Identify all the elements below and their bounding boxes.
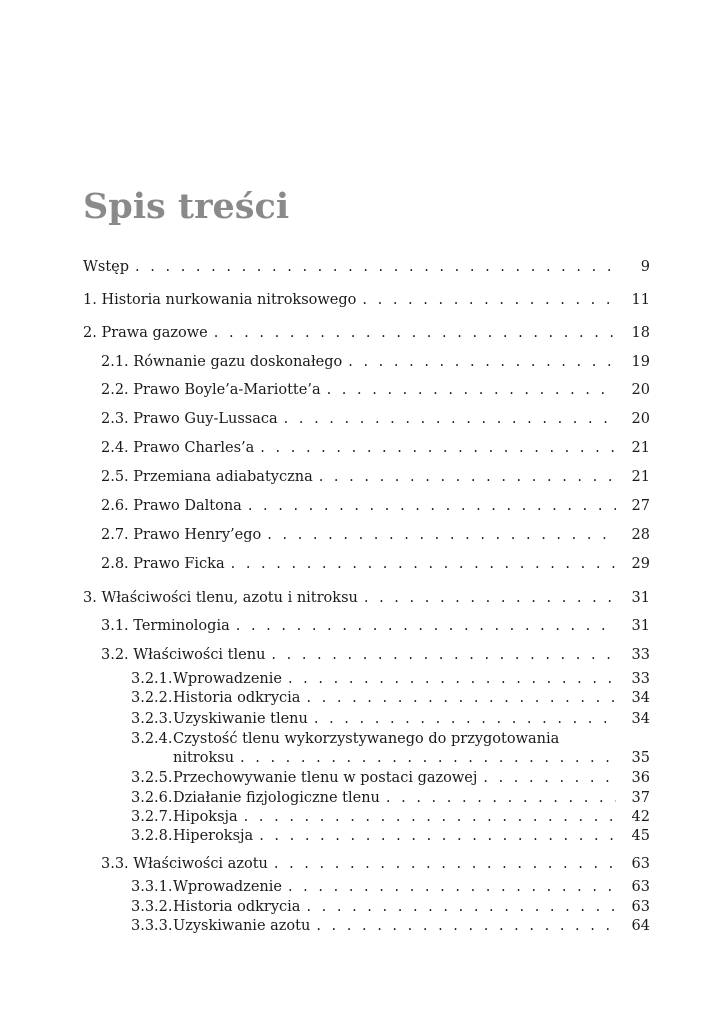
toc-entry-label: Równanie gazu doskonałego (133, 354, 343, 370)
toc-entry-label: Historia nurkowania nitroksowego (101, 292, 357, 308)
toc-entry[interactable] (101, 646, 650, 664)
toc-entry-number: 3.2.8. (131, 828, 173, 844)
toc-entry-label: Przechowywanie tlenu w postaci gazowej (173, 770, 478, 786)
toc-entry-page: 18 (631, 325, 650, 341)
toc-entry-page: 63 (631, 879, 650, 895)
toc-entry-page: 34 (631, 690, 650, 706)
toc-entry-label: Przemiana adiabatyczna (133, 469, 313, 485)
toc-entry-number: 2.5. (101, 469, 129, 485)
toc-entry-label: Właściwości tlenu (133, 647, 266, 663)
leader-dots (236, 617, 616, 635)
toc-entry[interactable] (83, 589, 650, 607)
toc-entry-number: 3.2.2. (131, 690, 173, 706)
toc-entry-number: 1. (83, 292, 97, 308)
leader-dots (288, 878, 616, 896)
toc-entry-label: Prawo Charles’a (133, 440, 255, 456)
toc-entry-label: Czystość tlenu wykorzystywanego do przygotowania (173, 731, 560, 747)
toc-entry-number: 3.1. (101, 618, 129, 634)
toc-entry-page: 20 (631, 382, 650, 398)
toc-entry-page: 45 (631, 828, 650, 844)
toc-entry-label: Prawo Boyle’a-Mariotte’a (133, 382, 321, 398)
leader-dots (214, 324, 616, 342)
toc-entry-number: 2.2. (101, 382, 129, 398)
toc-entry[interactable] (131, 730, 650, 748)
toc-entry[interactable] (131, 789, 650, 807)
toc-entry-number: 3.3.2. (131, 899, 173, 915)
toc-entry-label: Prawo Daltona (133, 498, 242, 514)
toc-entry[interactable] (131, 769, 650, 787)
toc-entry-number: 3. (83, 590, 97, 606)
toc-entry-label: Właściwości azotu (133, 856, 268, 872)
toc-entry-number: 3.3. (101, 856, 129, 872)
toc-entry[interactable] (131, 808, 650, 826)
toc-entry-label: Hiperoksja (173, 828, 254, 844)
toc-entry-number: 2.1. (101, 354, 129, 370)
toc-entry-page: 64 (631, 918, 650, 934)
leader-dots (327, 381, 616, 399)
toc-entry-page: 21 (631, 440, 650, 456)
toc-entry-number: 3.2.5. (131, 770, 173, 786)
toc-entry-number: 2.6. (101, 498, 129, 514)
toc-entry-page: 34 (631, 711, 650, 727)
toc-entry-number: 3.3.3. (131, 918, 173, 934)
toc-entry[interactable] (131, 710, 650, 728)
toc-entry-page: 20 (631, 411, 650, 427)
toc-entry-page: 33 (631, 671, 650, 687)
toc-entry-number: 3.2.4. (131, 731, 173, 747)
toc-entry[interactable] (101, 555, 650, 573)
toc-entry-page: 63 (631, 899, 650, 915)
toc-entry-page: 9 (640, 259, 650, 275)
leader-dots (314, 710, 616, 728)
toc-entry[interactable] (83, 291, 650, 309)
toc-entry-label: Uzyskiwanie azotu (173, 918, 311, 934)
toc-entry-label: Wprowadzenie (173, 671, 282, 687)
toc-entry-number: 2.3. (101, 411, 129, 427)
leader-dots (267, 526, 616, 544)
toc-entry[interactable] (131, 878, 650, 896)
toc-entry-page: 31 (631, 590, 650, 606)
toc-entry-page: 19 (631, 354, 650, 370)
toc-entry-label: Prawa gazowe (101, 325, 208, 341)
leader-dots (244, 808, 616, 826)
toc-entry[interactable] (131, 917, 650, 935)
toc-entry-label: Historia odkrycia (173, 899, 301, 915)
toc-entry[interactable] (101, 855, 650, 873)
toc-entry-number: 3.2.6. (131, 790, 173, 806)
leader-dots (348, 353, 616, 371)
page-title: Spis treści (83, 186, 290, 227)
toc-entry-page: 35 (631, 750, 650, 766)
toc-entry[interactable] (131, 670, 650, 688)
toc-entry-continuation[interactable] (173, 749, 650, 767)
toc-entry[interactable] (101, 526, 650, 544)
toc-entry[interactable] (101, 497, 650, 515)
toc-entry-label: Właściwości tlenu, azotu i nitroksu (101, 590, 358, 606)
toc-entry[interactable] (101, 468, 650, 486)
toc-entry-page: 33 (631, 647, 650, 663)
toc-entry-page: 11 (631, 292, 650, 308)
toc-entry-page: 21 (631, 469, 650, 485)
leader-dots (274, 855, 616, 873)
toc-entry[interactable] (131, 689, 650, 707)
leader-dots (362, 291, 616, 309)
toc-entry-label: Hipoksja (173, 809, 238, 825)
leader-dots (306, 898, 616, 916)
toc-entry-number: 2.7. (101, 527, 129, 543)
leader-dots (260, 439, 616, 457)
toc-entry-label: Prawo Guy-Lussaca (133, 411, 278, 427)
toc-entry-number: 2.4. (101, 440, 129, 456)
toc-entry-page: 31 (631, 618, 650, 634)
leader-dots (316, 917, 616, 935)
leader-dots (483, 769, 616, 787)
leader-dots (240, 749, 616, 767)
toc-entry-label: Wstęp (83, 259, 130, 275)
toc-entry-page: 28 (631, 527, 650, 543)
toc-entry-label: Historia odkrycia (173, 690, 301, 706)
leader-dots (271, 646, 616, 664)
toc-entry-page: 27 (631, 498, 650, 514)
toc-entry-number: 3.2.3. (131, 711, 173, 727)
toc-entry-label: Prawo Ficka (133, 556, 225, 572)
toc-entry-number: 2.8. (101, 556, 129, 572)
leader-dots (364, 589, 616, 607)
toc-entry[interactable] (101, 353, 650, 371)
leader-dots (284, 410, 616, 428)
toc-entry[interactable] (131, 827, 650, 845)
toc-entry-label: Terminologia (133, 618, 230, 634)
toc-entry-label: Wprowadzenie (173, 879, 282, 895)
toc-entry[interactable] (131, 898, 650, 916)
toc-entry-page: 63 (631, 856, 650, 872)
toc-entry[interactable] (101, 617, 650, 635)
toc-entry-label: nitroksu (173, 750, 235, 766)
toc-entry-page: 36 (631, 770, 650, 786)
leader-dots (288, 670, 616, 688)
toc-entry-number: 3.2. (101, 647, 129, 663)
toc-entry-label: Prawo Henry’ego (133, 527, 262, 543)
toc-entry[interactable] (101, 381, 650, 399)
leader-dots (259, 827, 616, 845)
toc-entry-page: 42 (631, 809, 650, 825)
toc-entry-page: 37 (631, 790, 650, 806)
leader-dots (135, 258, 616, 276)
toc-entry-label: Działanie fizjologiczne tlenu (173, 790, 380, 806)
toc-entry-number: 3.2.7. (131, 809, 173, 825)
leader-dots (306, 689, 616, 707)
toc-entry-number: 3.2.1. (131, 671, 173, 687)
toc-entry-number: 3.3.1. (131, 879, 173, 895)
toc-entry[interactable] (101, 410, 650, 428)
leader-dots (319, 468, 616, 486)
toc-entry[interactable] (101, 439, 650, 457)
leader-dots (386, 789, 616, 807)
leader-dots (248, 497, 616, 515)
toc-entry[interactable] (83, 324, 650, 342)
toc-entry[interactable] (83, 258, 650, 276)
toc-entry-page: 29 (631, 556, 650, 572)
toc-entry-number: 2. (83, 325, 97, 341)
leader-dots (231, 555, 616, 573)
toc-entry-label: Uzyskiwanie tlenu (173, 711, 308, 727)
